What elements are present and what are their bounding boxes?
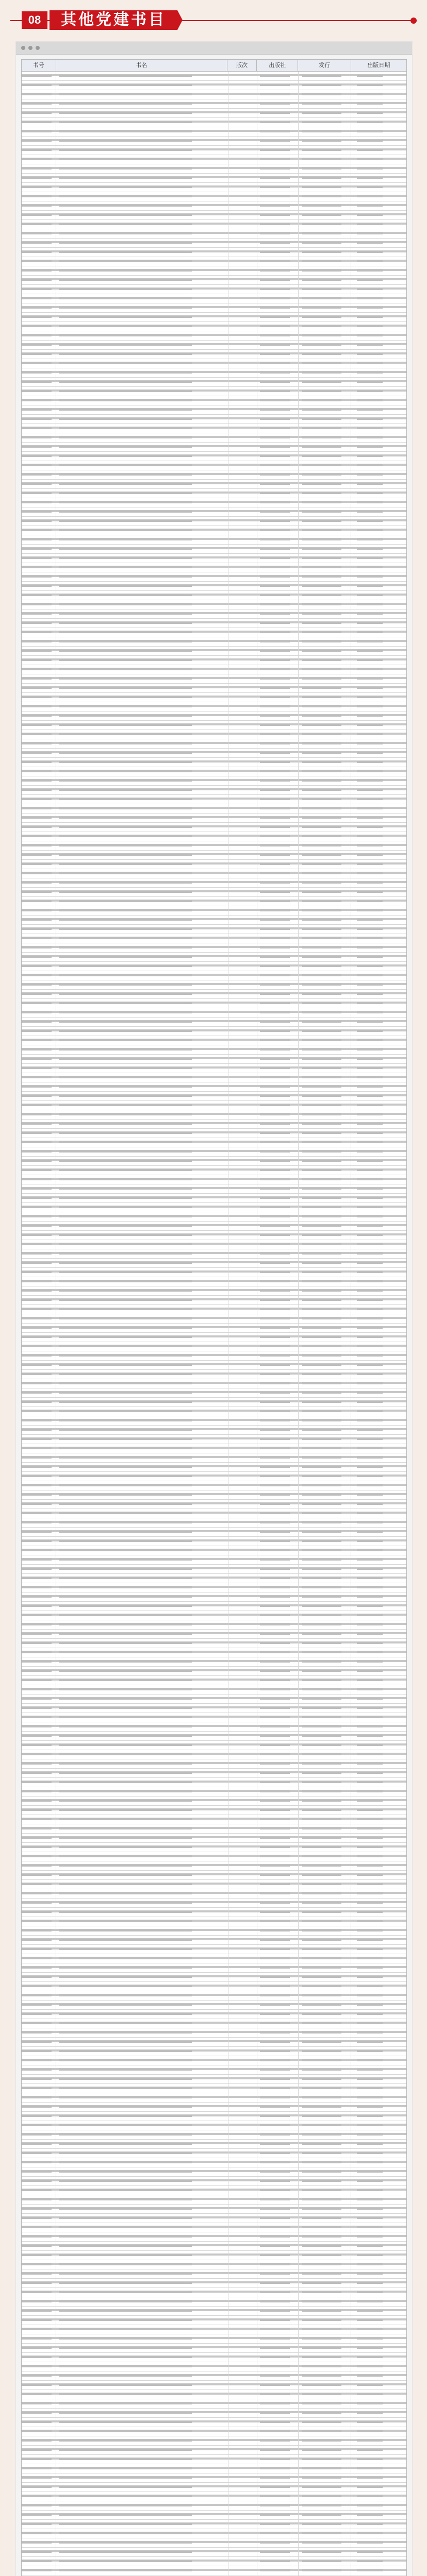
- section-header: [10, 7, 417, 33]
- header-dot: [410, 18, 417, 24]
- window-titlebar: [16, 42, 412, 55]
- column-header: 发行: [298, 60, 351, 71]
- column-header: 出版日期: [367, 62, 390, 69]
- table-header: [22, 60, 406, 72]
- section-title: 其他党建书目: [50, 10, 177, 30]
- screenshot-window: [15, 41, 413, 2576]
- window-dot-icon: [36, 46, 40, 50]
- column-header: 出版社: [257, 60, 298, 71]
- column-header: 书名: [56, 60, 228, 71]
- column-header: 书号: [22, 60, 56, 71]
- window-dot-icon: [28, 46, 32, 50]
- column-header: 版次: [227, 60, 257, 71]
- book-list-table: [21, 59, 407, 2576]
- window-dot-icon: [21, 46, 25, 50]
- section-number: 08: [22, 11, 47, 29]
- table-row-text: [22, 72, 406, 2576]
